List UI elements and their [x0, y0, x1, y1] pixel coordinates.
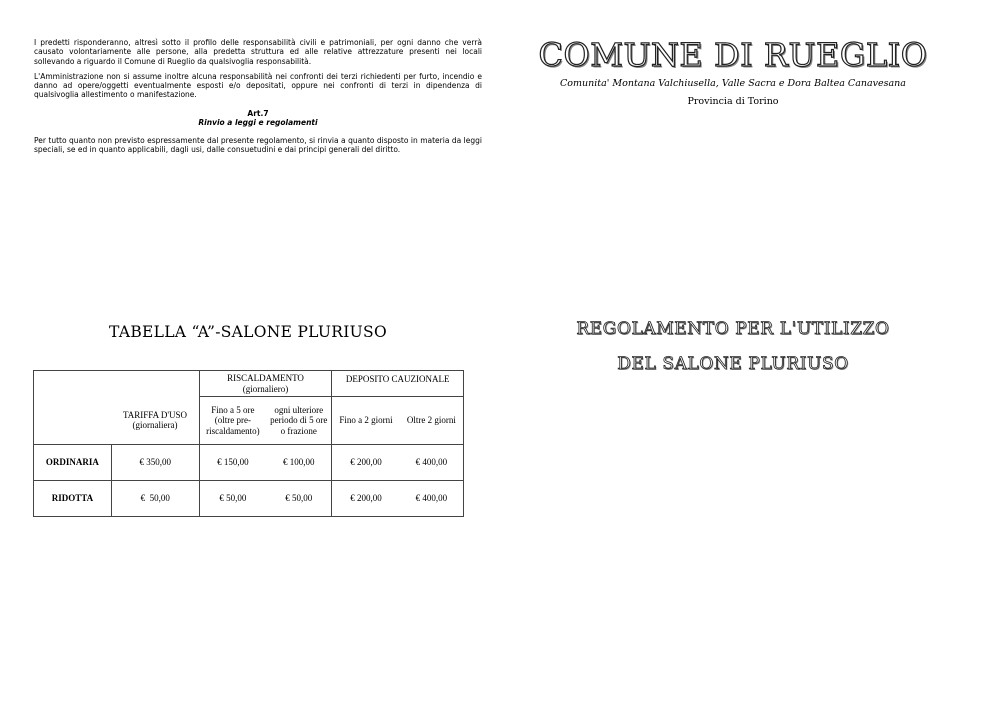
- header-ulteriore-line2: periodo di 5 ore: [270, 415, 328, 426]
- header-ulteriore-line1: ogni ulteriore: [274, 404, 324, 415]
- regolamento-title-line2: DEL SALONE PLURIUSO: [617, 354, 849, 374]
- cell-oltre2: € 400,00: [400, 445, 464, 481]
- cell-ulteriore: € 100,00: [266, 445, 332, 481]
- table-row-ridotta: [34, 481, 464, 517]
- header-oltre2: Oltre 2 giorni: [400, 397, 464, 445]
- header-riscaldamento: [199, 371, 332, 397]
- header-fino5: [199, 397, 266, 445]
- cell-ulteriore: € 50,00: [266, 481, 332, 517]
- table-title: TABELLA “A”-SALONE PLURIUSO: [109, 323, 387, 341]
- row-label: RIDOTTA: [34, 481, 112, 517]
- header-fino5-line2: (oltre pre-: [214, 415, 251, 426]
- header-tariffa: [111, 397, 199, 445]
- article-number: Art.7: [247, 108, 269, 118]
- cell-fino2: € 200,00: [332, 481, 400, 517]
- table-row-ordinaria: [34, 445, 464, 481]
- cell-oltre2: € 400,00: [400, 481, 464, 517]
- cell-tariffa: € 350,00: [111, 445, 199, 481]
- tariff-table: [33, 370, 464, 517]
- header-riscaldamento-label: RISCALDAMENTO: [227, 373, 304, 383]
- cell-fino5: € 50,00: [199, 481, 266, 517]
- header-ulteriore-line3: o frazione: [280, 425, 317, 436]
- table-corner-cell: [111, 371, 199, 397]
- header-fino5-line3: riscaldamento): [206, 425, 260, 436]
- header-fino5-line1: Fino a 5 ore: [211, 404, 255, 415]
- cell-fino2: € 200,00: [332, 445, 400, 481]
- header-fino2: Fino a 2 giorni: [332, 397, 400, 445]
- header-deposito: DEPOSITO CAUZIONALE: [332, 371, 464, 397]
- header-riscaldamento-sub: (giornaliero): [242, 383, 289, 394]
- header-tariffa-sub: (giornaliera): [132, 420, 178, 431]
- paragraph-responsabilita: I predetti risponderanno, altresì sotto il profilo delle responsabilità civili e patrimoniali, per ogni danno che verrà causato volontariamente alle persone, alla predetta struttura ed alle relative attrezzature presenti nei locali sollevando a riguardo il Comune di Rueglio da qualsivoglia responsabilità.: [34, 38, 482, 66]
- cell-tariffa: € 50,00: [111, 481, 199, 517]
- provincia: Provincia di Torino: [687, 96, 779, 107]
- table-corner-cell: [34, 371, 112, 397]
- paragraph-rinvio: Per tutto quanto non previsto espressamente dal presente regolamento, si rinvia a quanto disposto in materia da leggi speciali, se ed in quanto applicabili, dagli usi, dalle consuetudini e dai principi generali del diritto.: [34, 135, 482, 155]
- left-page: [34, 38, 482, 160]
- comune-title: COMUNE DI RUEGLIO: [538, 36, 928, 74]
- regolamento-title-line1: REGOLAMENTO PER L'UTILIZZO: [576, 319, 890, 339]
- row-label: ORDINARIA: [34, 445, 112, 481]
- header-ulteriore: [266, 397, 332, 445]
- cell-fino5: € 150,00: [199, 445, 266, 481]
- table-corner-cell: [34, 397, 112, 445]
- header-tariffa-label: TARIFFA D'USO: [123, 409, 187, 420]
- paragraph-amministrazione: L'Amministrazione non si assume inoltre alcuna responsabilità nei confronti dei terzi richiedenti per furto, incendio e danno ad opere/oggetti eventualmente esposti e/o depositati, oppure nei confronti di terzi in dipendenza di qualsivoglia allestimento o manifestazione.: [34, 71, 482, 100]
- article-title: Rinvio a leggi e regolamenti: [198, 117, 318, 127]
- comunita-montana: Comunita' Montana Valchiusella, Valle Sacra e Dora Baltea Canavesana: [560, 78, 906, 89]
